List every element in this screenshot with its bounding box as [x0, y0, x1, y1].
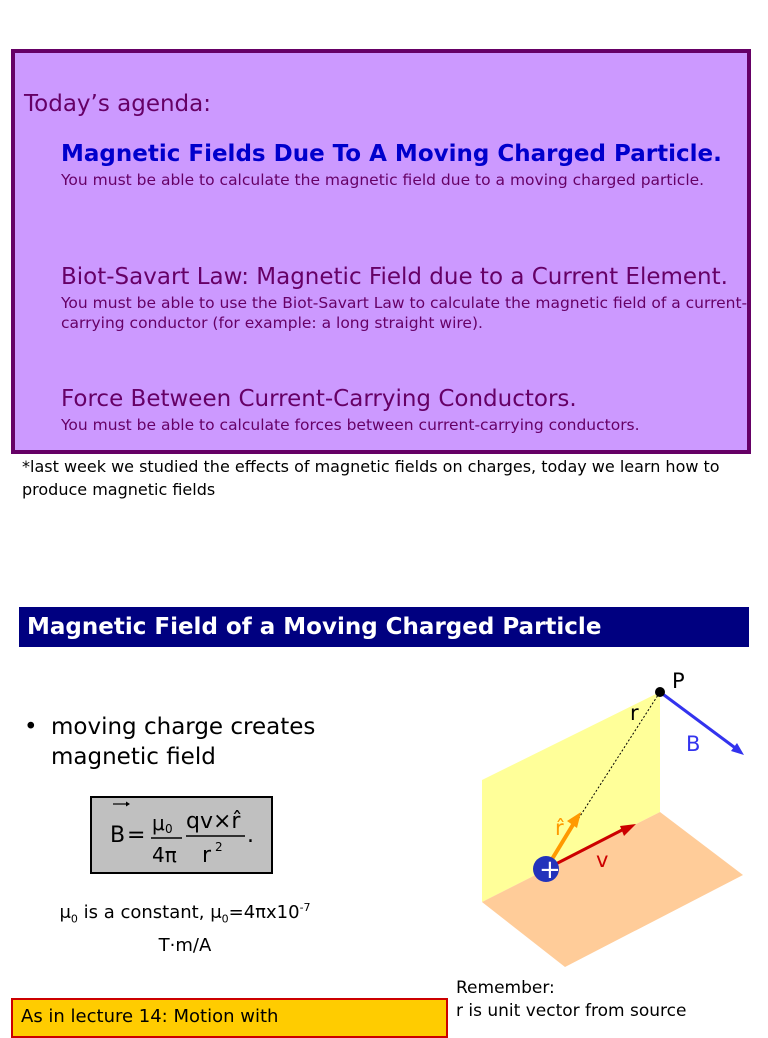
formula-eq: = [127, 823, 146, 848]
agenda-item-3 [61, 384, 751, 435]
agenda-item-2-sub: You must be able to use the Biot-Savart Law to calculate the magnetic field of a current-carrying conductor (for example: a long straight wire). [61, 294, 748, 332]
agenda-item-1-heading: Magnetic Fields Due To A Moving Charged Particle. [61, 141, 722, 167]
constant-mu-sub: 0 [70, 912, 78, 926]
constant-mu-2: μ [210, 902, 222, 923]
formula-mu: μ [152, 811, 165, 835]
formula-mu-sub: 0 [165, 822, 173, 836]
formula-r: r [202, 843, 212, 868]
formula-four-pi: 4π [152, 843, 177, 867]
b-label: B [686, 732, 701, 756]
section-title: Magnetic Field of a Moving Charged Particle [19, 607, 749, 647]
agenda-item-3-heading: Force Between Current-Carrying Conductors. [61, 386, 577, 412]
formula-box [90, 796, 273, 874]
constant-exp: -7 [299, 901, 311, 914]
field-diagram-svg [470, 665, 760, 975]
formula-period: . [247, 823, 254, 848]
r-label: r [630, 701, 639, 725]
constant-text [20, 895, 350, 959]
biot-savart-formula [92, 798, 271, 872]
point-p [655, 687, 665, 697]
remember-note [456, 977, 756, 1023]
constant-text-1: is a constant, [77, 902, 211, 923]
field-diagram [470, 665, 760, 975]
agenda-item-2 [61, 262, 751, 333]
agenda-box [11, 49, 751, 454]
p-label: P [672, 669, 685, 693]
agenda-item-1-sub: You must be able to calculate the magnetic field due to a moving charged particle. [61, 171, 705, 189]
agenda-item-2-heading: Biot-Savart Law: Magnetic Field due to a Current Element. [61, 264, 728, 290]
bullet-text: moving charge creates magnetic field [51, 714, 316, 770]
lecture-note: As in lecture 14: Motion with [11, 998, 448, 1038]
remember-title: Remember: [456, 978, 555, 998]
constant-units: T·m/A [158, 934, 212, 956]
formula-lhs: B [110, 823, 126, 848]
agenda-item-3-sub: You must be able to calculate forces between current-carrying conductors. [61, 416, 640, 434]
vector-arrow-head [126, 802, 130, 807]
bullet-icon: • [24, 714, 38, 740]
v-label: v [596, 848, 609, 872]
footnote: *last week we studied the effects of magnetic fields on charges, today we learn how to produce magnetic fields [22, 457, 720, 499]
constant-mu-sub-2: 0 [221, 912, 229, 926]
formula-r-sup: 2 [215, 840, 223, 854]
constant-mu: μ [59, 902, 71, 923]
remember-text: r is unit vector from source [456, 1001, 687, 1021]
constant-text-2: =4πx10 [228, 902, 300, 923]
agenda-item-1 [61, 139, 751, 190]
agenda-title: Today’s agenda: [24, 91, 211, 117]
rhat-label: r̂ [555, 816, 564, 840]
charge-plus-label: + [539, 855, 561, 885]
formula-numerator: qv×r̂ [186, 809, 241, 834]
